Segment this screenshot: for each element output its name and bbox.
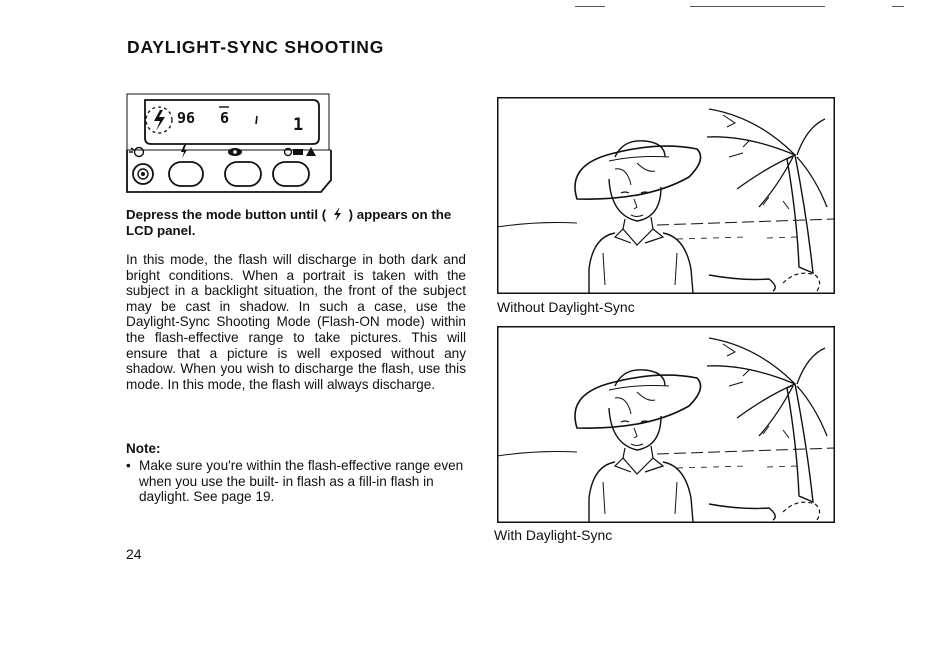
bullet-icon: • <box>126 458 131 473</box>
illustration-without-daylight-sync <box>497 97 835 294</box>
self-timer-icon <box>129 148 144 157</box>
function-button[interactable] <box>225 162 261 186</box>
lcd-readout-right: 1 <box>293 115 304 135</box>
flash-mode-indicator <box>146 107 172 133</box>
top-rule-right <box>690 6 825 7</box>
lcd-readout-mid: 6 <box>220 109 230 127</box>
flash-icon <box>181 145 187 158</box>
zoom-button[interactable] <box>273 162 309 186</box>
top-rule-dash <box>575 6 605 7</box>
lcd-readout-main: 96 <box>177 109 196 127</box>
page-title: DAYLIGHT-SYNC SHOOTING <box>127 37 385 57</box>
lcd-panel-illustration <box>125 92 337 194</box>
instruction-after: ) appears on the LCD panel. <box>126 207 452 238</box>
instruction-text <box>126 207 468 239</box>
body-paragraph: In this mode, the flash will discharge in both dark and bright conditions. When a portrait is taken with the subject in a backlight situation, the front of the subject may be cast in shadow. In such a case, use the Daylight-Sync Shooting Mode (Flash-ON mode) within the flash-effective range to take pictures. This will ensure that a picture is well exposed without any shadow. When you wish to discharge the flash, use this mode. In this mode, the flash will always discharge. <box>126 252 466 392</box>
lightning-bolt-icon <box>333 208 342 221</box>
note-item-text: Make sure you're within the flash-effective range even when you use the built- in flash as a fill-in flash in daylight. See page 19. <box>139 458 464 505</box>
red-eye-icon <box>228 148 242 156</box>
caption-without-daylight-sync: Without Daylight-Sync <box>497 299 635 315</box>
instruction-before: Depress the mode button until ( <box>126 207 327 222</box>
top-rule-corner <box>892 6 904 7</box>
mode-button[interactable] <box>169 162 203 186</box>
page-number: 24 <box>126 546 142 562</box>
note-list-item <box>126 458 468 505</box>
caption-with-daylight-sync: With Daylight-Sync <box>494 527 613 543</box>
landscape-icon <box>306 147 316 156</box>
note-heading: Note: <box>126 441 161 456</box>
illustration-with-daylight-sync <box>497 326 835 523</box>
mode-dial-button[interactable] <box>133 164 153 184</box>
